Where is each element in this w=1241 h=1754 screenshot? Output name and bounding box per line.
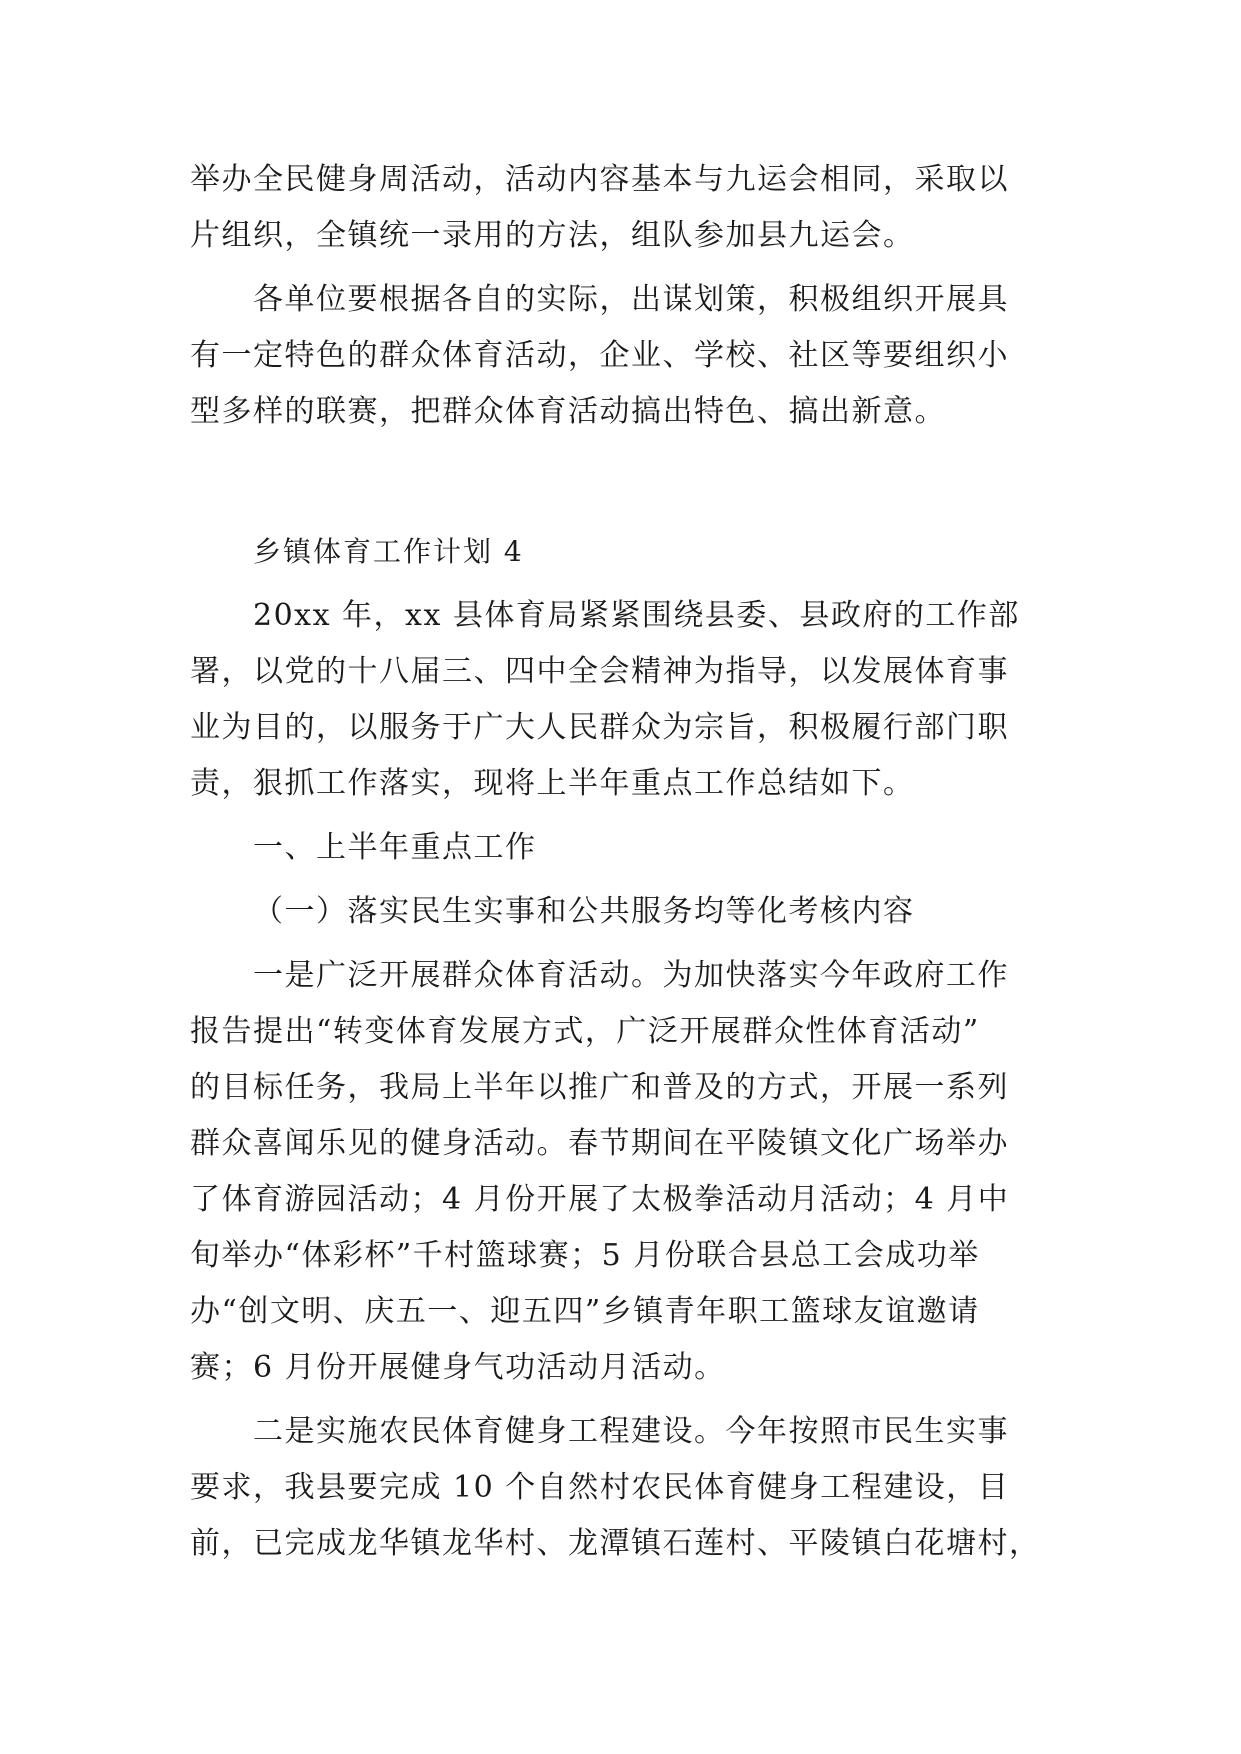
paragraph-1	[190, 152, 1052, 264]
paragraph-3	[190, 588, 1052, 812]
text-line: 了体育游园活动；4 月份开展了太极拳活动月活动；4 月中	[190, 1182, 1010, 1217]
section-title	[190, 524, 1052, 580]
text-line: 20xx 年，xx 县体育局紧紧围绕县委、县政府的工作部	[253, 598, 1020, 633]
heading-text: （一）落实民生实事和公共服务均等化考核内容	[253, 894, 915, 929]
paragraph-2	[190, 272, 1052, 440]
text-line: 有一定特色的群众体育活动，企业、学校、社区等要组织小	[190, 338, 1009, 373]
text-line: 片组织，全镇统一录用的方法，组队参加县九运会。	[190, 218, 915, 253]
heading-text: 一、上半年重点工作	[253, 830, 537, 865]
paragraph-4	[190, 948, 1052, 1396]
text-line: 旬举办“体彩杯”千村篮球赛；5 月份联合县总工会成功举	[190, 1238, 980, 1273]
heading-level-2	[190, 884, 1052, 940]
text-line: 报告提出“转变体育发展方式，广泛开展群众性体育活动”	[190, 1014, 980, 1049]
document-page	[190, 152, 1052, 1572]
text-line: 赛；6 月份开展健身气功活动月活动。	[190, 1350, 726, 1385]
text-line: 各单位要根据各自的实际，出谋划策，积极组织开展具	[253, 282, 1009, 317]
text-line: 业为目的，以服务于广大人民群众为宗旨，积极履行部门职	[190, 710, 1009, 745]
section-title-text: 乡镇体育工作计划 4	[253, 535, 524, 568]
text-line: 要求，我县要完成 10 个自然村农民体育健身工程建设，目	[190, 1470, 1010, 1505]
text-line: 群众喜闻乐见的健身活动。春节期间在平陵镇文化广场举办	[190, 1126, 1009, 1161]
text-line: 型多样的联赛，把群众体育活动搞出特色、搞出新意。	[190, 394, 946, 429]
paragraph-5	[190, 1404, 1052, 1572]
text-line: 的目标任务，我局上半年以推广和普及的方式，开展一系列	[190, 1070, 1009, 1105]
heading-level-1	[190, 820, 1052, 876]
text-line: 举办全民健身周活动，活动内容基本与九运会相同，采取以	[190, 162, 1009, 197]
text-line: 一是广泛开展群众体育活动。为加快落实今年政府工作	[253, 958, 1009, 993]
text-line: 前，已完成龙华镇龙华村、龙潭镇石莲村、平陵镇白花塘村，	[190, 1526, 1041, 1561]
text-line: 署，以党的十八届三、四中全会精神为指导，以发展体育事	[190, 654, 1009, 689]
text-line: 二是实施农民体育健身工程建设。今年按照市民生实事	[253, 1414, 1009, 1449]
text-line: 办“创文明、庆五一、迎五四”乡镇青年职工篮球友谊邀请	[190, 1294, 980, 1329]
text-line: 责，狠抓工作落实，现将上半年重点工作总结如下。	[190, 766, 915, 801]
